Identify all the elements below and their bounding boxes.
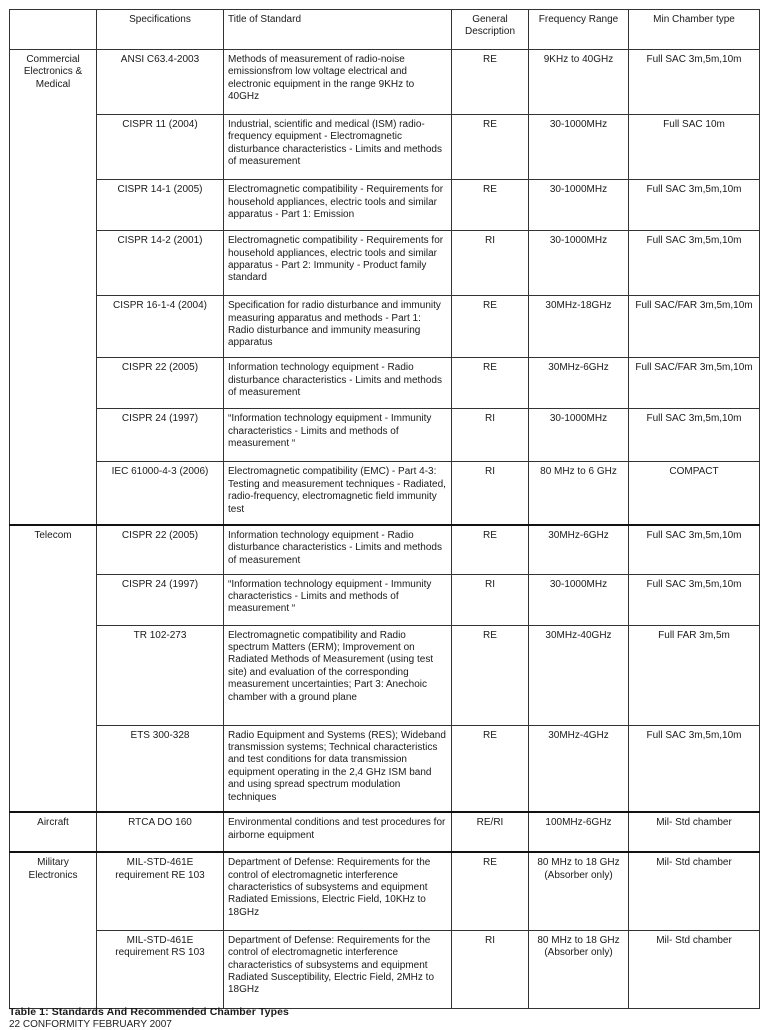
chamber-type-cell: Full SAC 3m,5m,10m: [629, 180, 760, 231]
chamber-type-cell: Full FAR 3m,5m: [629, 625, 760, 725]
table-row: [10, 574, 760, 625]
chamber-type-cell: Full SAC 3m,5m,10m: [629, 409, 760, 462]
specification-cell: CISPR 24 (1997): [97, 574, 224, 625]
standard-title-cell: Industrial, scientific and medical (ISM) radio-frequency equipment - Electromagnetic disturbance characteristics - Limits and methods of measurement: [224, 115, 452, 180]
standard-title-cell: Electromagnetic compatibility - Requirements for household appliances, electric tools and similar apparatus - Part 1: Emission: [224, 180, 452, 231]
standard-title-cell: Electromagnetic compatibility and Radio spectrum Matters (ERM); Improvement on Radiated Methods of Measurement (using test site) and evaluation of the corresponding measurement uncertainties; Part 3: Anechoic chamber with a ground plane: [224, 625, 452, 725]
table-row: [10, 725, 760, 812]
chamber-type-cell: Mil- Std chamber: [629, 812, 760, 852]
frequency-range-cell: 30MHz-6GHz: [529, 358, 629, 409]
chamber-type-cell: COMPACT: [629, 462, 760, 525]
general-description-cell: RI: [452, 930, 529, 1008]
specification-cell: CISPR 14-2 (2001): [97, 231, 224, 296]
standard-title-cell: Electromagnetic compatibility (EMC) - Part 4-3: Testing and measurement techniques - Radiated, radio-frequency, electromagnetic field immunity test: [224, 462, 452, 525]
standard-title-cell: Information technology equipment - Radio disturbance characteristics - Limits and methods of measurement: [224, 358, 452, 409]
header-row: [10, 10, 760, 50]
specification-cell: CISPR 14-1 (2005): [97, 180, 224, 231]
specification-cell: CISPR 24 (1997): [97, 409, 224, 462]
general-description-cell: RE/RI: [452, 812, 529, 852]
specification-cell: CISPR 22 (2005): [97, 358, 224, 409]
chamber-type-cell: Full SAC/FAR 3m,5m,10m: [629, 358, 760, 409]
general-description-cell: RI: [452, 409, 529, 462]
frequency-range-cell: 30MHz-40GHz: [529, 625, 629, 725]
header-specifications: Specifications: [97, 10, 224, 50]
chamber-type-cell: Full SAC 3m,5m,10m: [629, 574, 760, 625]
general-description-cell: RI: [452, 231, 529, 296]
general-description-cell: RE: [452, 625, 529, 725]
standard-title-cell: Department of Defense: Requirements for the control of electromagnetic interference characteristics of subsystems and equipment Radiated Emissions, Electric Field, 10KHz to 18GHz: [224, 852, 452, 930]
frequency-range-cell: 30MHz-18GHz: [529, 296, 629, 358]
specification-cell: IEC 61000-4-3 (2006): [97, 462, 224, 525]
table-row: [10, 231, 760, 296]
specification-cell: MIL-STD-461E requirement RS 103: [97, 930, 224, 1008]
specification-cell: ETS 300-328: [97, 725, 224, 812]
table-row: [10, 852, 760, 930]
chamber-type-cell: Full SAC 3m,5m,10m: [629, 725, 760, 812]
general-description-cell: RI: [452, 462, 529, 525]
standard-title-cell: Environmental conditions and test procedures for airborne equipment: [224, 812, 452, 852]
chamber-type-cell: Full SAC 10m: [629, 115, 760, 180]
category-cell: Telecom: [10, 525, 97, 812]
table-caption: Table 1: Standards And Recommended Chamber Types: [9, 1006, 289, 1018]
general-description-cell: RI: [452, 574, 529, 625]
frequency-range-cell: 30MHz-6GHz: [529, 525, 629, 574]
specification-cell: MIL-STD-461E requirement RE 103: [97, 852, 224, 930]
table-row: [10, 812, 760, 852]
specification-cell: CISPR 22 (2005): [97, 525, 224, 574]
table-row: [10, 115, 760, 180]
table-row: [10, 358, 760, 409]
chamber-type-cell: Mil- Std chamber: [629, 930, 760, 1008]
specification-cell: TR 102-273: [97, 625, 224, 725]
general-description-cell: RE: [452, 725, 529, 812]
category-cell: Commercial Electronics & Medical: [10, 50, 97, 525]
standards-table: [9, 9, 760, 1009]
frequency-range-cell: 30-1000MHz: [529, 231, 629, 296]
chamber-type-cell: Mil- Std chamber: [629, 852, 760, 930]
standard-title-cell: Methods of measurement of radio-noise emissionsfrom low voltage electrical and electronic equipment in the range 9KHz to 40GHz: [224, 50, 452, 115]
general-description-cell: RE: [452, 358, 529, 409]
standard-title-cell: Electromagnetic compatibility - Requirements for household appliances, electric tools and similar apparatus - Part 2: Immunity - Product family standard: [224, 231, 452, 296]
frequency-range-cell: 100MHz-6GHz: [529, 812, 629, 852]
standard-title-cell: Information technology equipment - Radio disturbance characteristics - Limits and methods of measurement: [224, 525, 452, 574]
general-description-cell: RE: [452, 296, 529, 358]
header-title-of-standard: Title of Standard: [224, 10, 452, 50]
frequency-range-cell: 30-1000MHz: [529, 115, 629, 180]
header-category: [10, 10, 97, 50]
general-description-cell: RE: [452, 115, 529, 180]
general-description-cell: RE: [452, 525, 529, 574]
header-general-description: General Description: [452, 10, 529, 50]
standard-title-cell: Specification for radio disturbance and immunity measuring apparatus and methods - Part 1: Radio disturbance and immunity measuring apparatus: [224, 296, 452, 358]
frequency-range-cell: 9KHz to 40GHz: [529, 50, 629, 115]
frequency-range-cell: 30-1000MHz: [529, 574, 629, 625]
table-row: [10, 462, 760, 525]
general-description-cell: RE: [452, 852, 529, 930]
specification-cell: RTCA DO 160: [97, 812, 224, 852]
specification-cell: CISPR 11 (2004): [97, 115, 224, 180]
chamber-type-cell: Full SAC 3m,5m,10m: [629, 525, 760, 574]
table-row: [10, 180, 760, 231]
table-row: [10, 930, 760, 1008]
chamber-type-cell: Full SAC 3m,5m,10m: [629, 231, 760, 296]
table-row: [10, 50, 760, 115]
specification-cell: CISPR 16-1-4 (2004): [97, 296, 224, 358]
frequency-range-cell: 80 MHz to 18 GHz (Absorber only): [529, 930, 629, 1008]
table-row: [10, 296, 760, 358]
general-description-cell: RE: [452, 180, 529, 231]
table-row: [10, 625, 760, 725]
standard-title-cell: “Information technology equipment - Immunity characteristics - Limits and methods of measurement “: [224, 574, 452, 625]
chamber-type-cell: Full SAC/FAR 3m,5m,10m: [629, 296, 760, 358]
category-cell: Aircraft: [10, 812, 97, 852]
standard-title-cell: Radio Equipment and Systems (RES); Wideband transmission systems; Technical characteristics and test conditions for data transmission equipment operating in the 2,4 GHz ISM band and using spread spectrum modulation techniques: [224, 725, 452, 812]
frequency-range-cell: 30-1000MHz: [529, 180, 629, 231]
table-row: [10, 525, 760, 574]
category-cell: Military Electronics: [10, 852, 97, 1008]
frequency-range-cell: 80 MHz to 18 GHz (Absorber only): [529, 852, 629, 930]
table-body: [10, 50, 760, 1009]
general-description-cell: RE: [452, 50, 529, 115]
frequency-range-cell: 80 MHz to 6 GHz: [529, 462, 629, 525]
frequency-range-cell: 30MHz-4GHz: [529, 725, 629, 812]
header-min-chamber-type: Min Chamber type: [629, 10, 760, 50]
header-frequency-range: Frequency Range: [529, 10, 629, 50]
frequency-range-cell: 30-1000MHz: [529, 409, 629, 462]
standard-title-cell: “Information technology equipment - Immunity characteristics - Limits and methods of measurement “: [224, 409, 452, 462]
chamber-type-cell: Full SAC 3m,5m,10m: [629, 50, 760, 115]
page-footer: 22 CONFORMITY FEBRUARY 2007: [9, 1019, 172, 1030]
specification-cell: ANSI C63.4-2003: [97, 50, 224, 115]
standard-title-cell: Department of Defense: Requirements for the control of electromagnetic interference characteristics of subsystems and equipment Radiated Susceptibility, Electric Field, 2MHz to 18GHz: [224, 930, 452, 1008]
table-row: [10, 409, 760, 462]
